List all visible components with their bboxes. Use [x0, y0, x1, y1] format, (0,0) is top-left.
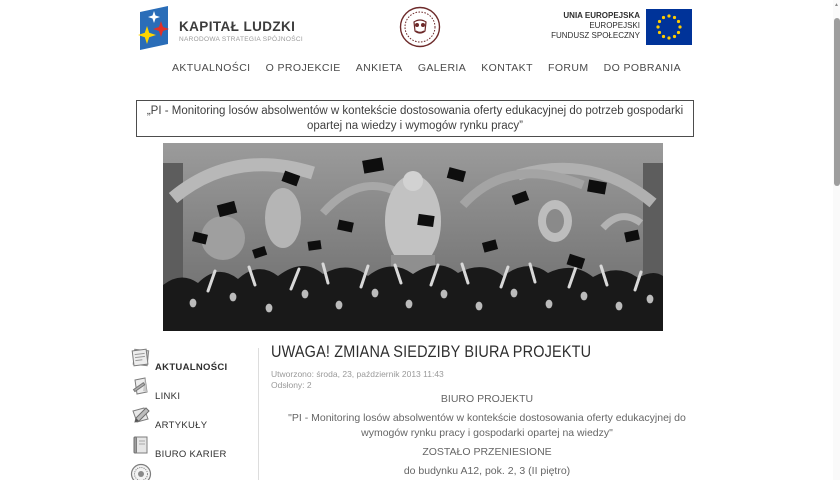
seal-icon — [130, 463, 152, 480]
sidebar-item-biuro-karier[interactable] — [130, 439, 256, 461]
sidebar-item-label: ARTYKUŁY — [155, 420, 208, 431]
sidebar-item-aktualnosci[interactable] — [130, 352, 256, 374]
pen-icon — [130, 405, 152, 432]
sidebar-item-artykuly[interactable] — [130, 410, 256, 432]
kapital-ludzki-logo — [137, 5, 303, 56]
news-icon — [130, 347, 152, 374]
nav-o-projekcie[interactable]: O PROJEKCIE — [265, 62, 341, 74]
article-hits: Odsłony: 2 — [271, 380, 312, 390]
article-paragraph: do budynku A12, pok. 2, 3 (II piętro) — [403, 465, 571, 477]
nav-ankieta[interactable]: ANKIETA — [355, 62, 403, 74]
project-title-banner — [136, 100, 694, 137]
scrollbar-thumb[interactable] — [834, 18, 840, 186]
article-paragraph: "PI - Monitoring losów absolwentów w kontekście dostosowania oferty edukacyjnej do wymogów rynku pracy i gospodarki opartej na wiedzy" — [288, 412, 686, 439]
scrollbar-up-arrow-icon[interactable]: ▲ — [834, 2, 839, 8]
article-paragraph: ZOSTAŁO PRZENIESIONE — [422, 446, 552, 458]
article-body — [271, 392, 703, 480]
university-seal-icon — [399, 6, 441, 53]
sidebar-item-label: LINKI — [155, 391, 181, 402]
eu-line3: FUNDUSZ SPOŁECZNY — [551, 31, 640, 40]
book-icon — [130, 434, 152, 461]
nav-aktualnosci[interactable]: AKTUALNOŚCI — [172, 62, 251, 74]
sidebar-content-divider — [258, 348, 259, 480]
article-title: UWAGA! ZMIANA SIEDZIBY BIURA PROJEKTU — [271, 342, 592, 361]
note-icon — [130, 376, 152, 403]
project-title-text: „PI - Monitoring losów absolwentów w kontekście dostosowania oferty edukacyjnej do potrzeb gospodarki opartej na wiedzy i wymogów rynku pracy” — [146, 104, 684, 132]
nav-do-pobrania[interactable]: DO POBRANIA — [603, 62, 681, 74]
sidebar-menu — [130, 352, 256, 480]
article-meta — [271, 369, 444, 391]
eu-text — [540, 11, 640, 41]
article-created: Utworzono: środa, 23, październik 2013 11:43 — [271, 369, 444, 379]
nav-kontakt[interactable]: KONTAKT — [481, 62, 533, 74]
article-paragraph: BIURO PROJEKTU — [440, 393, 534, 405]
nav-forum[interactable]: FORUM — [548, 62, 589, 74]
kapital-ludzki-flag-icon — [137, 5, 171, 56]
main-navigation — [172, 62, 681, 74]
kapital-ludzki-title: KAPITAŁ LUDZKI — [179, 18, 296, 34]
eu-flag-icon — [646, 9, 692, 50]
sidebar-item-label: BIURO KARIER — [155, 449, 227, 460]
kapital-ludzki-text — [179, 19, 303, 43]
graduation-photo — [163, 143, 663, 331]
sidebar-item-linki[interactable] — [130, 381, 256, 403]
eu-line2: EUROPEJSKI — [589, 21, 640, 30]
page-scrollbar[interactable] — [833, 0, 840, 480]
sidebar-item-label: AKTUALNOŚCI — [155, 362, 228, 373]
sidebar-item-seal[interactable] — [130, 468, 256, 480]
nav-galeria[interactable]: GALERIA — [417, 62, 467, 74]
eu-line1: UNIA EUROPEJSKA — [563, 11, 640, 20]
kapital-ludzki-subtitle: NARODOWA STRATEGIA SPÓJNOŚCI — [179, 35, 303, 43]
